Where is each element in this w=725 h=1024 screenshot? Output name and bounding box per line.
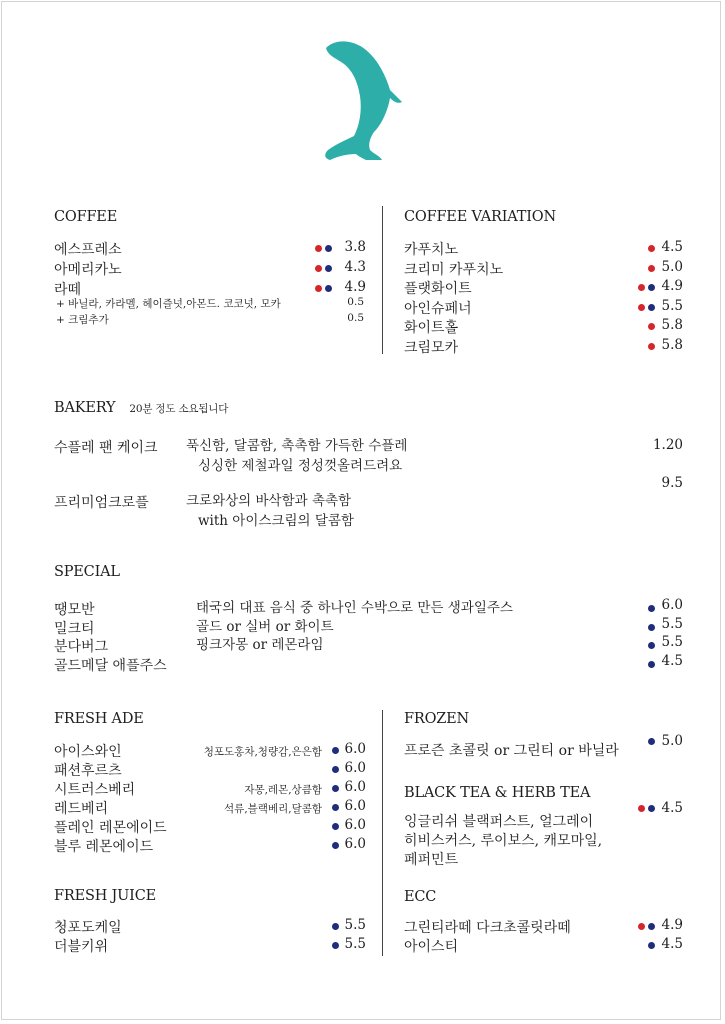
red-dot-icon bbox=[315, 285, 322, 292]
menu-item-name: 청포도케일 bbox=[54, 920, 122, 936]
item-price: 5.5 bbox=[661, 297, 683, 314]
menu-item-name: 골드메달 애플주스 bbox=[54, 657, 167, 674]
menu-item-name: 아이스와인 bbox=[54, 744, 122, 760]
menu-item-name: 화이트홀 bbox=[404, 320, 459, 336]
item-price: 5.8 bbox=[661, 317, 683, 333]
menu-item-note: 자몽,레몬,상큼함 bbox=[244, 784, 322, 796]
menu-item-name: 블루 레몬에이드 bbox=[54, 839, 154, 855]
section-title-ecc: ECC bbox=[404, 889, 437, 905]
column-divider bbox=[382, 710, 383, 956]
item-price: 1.20 bbox=[652, 437, 683, 453]
menu-item-name: 크림모카 bbox=[404, 339, 459, 356]
item-price: 6.0 bbox=[344, 836, 366, 852]
menu-item-desc: 핑크자몽 or 레몬라임 bbox=[196, 637, 324, 653]
column-divider bbox=[382, 206, 383, 354]
section-title-black-tea: BLACK TEA & HERB TEA bbox=[404, 785, 591, 801]
item-price: 5.5 bbox=[661, 615, 683, 632]
menu-item-name: 아메리카노 bbox=[54, 262, 122, 278]
item-price: 3.8 bbox=[344, 239, 366, 255]
menu-item-note: 석류,블랙베리,달콤함 bbox=[224, 803, 322, 815]
menu-item-desc: 태국의 대표 음식 중 하나인 수박으로 만든 생과일주스 bbox=[196, 600, 513, 616]
menu-item-name: 라떼 bbox=[54, 282, 82, 298]
whale-logo-icon bbox=[318, 36, 406, 162]
bakery-item-name: 수플레 팬 케이크 bbox=[54, 440, 158, 456]
menu-item-name: 카푸치노 bbox=[404, 242, 459, 258]
menu-item-name: 아이스티 bbox=[404, 939, 459, 955]
bakery-item-desc: 크로와상의 바삭함과 촉촉함 bbox=[186, 493, 352, 509]
menu-item-note: 청포도홍차,청량감,은은함 bbox=[203, 746, 322, 758]
menu-item-name: 에스프레소 bbox=[54, 242, 122, 258]
black-tea-line: 히비스커스, 루이보스, 캐모마일, bbox=[404, 833, 603, 849]
menu-item-name: 더블키위 bbox=[54, 939, 109, 955]
black-tea-line: 페퍼민트 bbox=[404, 852, 459, 868]
section-title-bakery bbox=[54, 400, 228, 416]
menu-item-name: 시트러스베리 bbox=[54, 782, 136, 798]
item-price: 5.5 bbox=[661, 634, 683, 650]
item-price: 4.3 bbox=[344, 259, 366, 275]
red-dot-icon bbox=[315, 265, 322, 272]
menu-item-name: 땡모반 bbox=[54, 602, 95, 618]
item-price: 6.0 bbox=[344, 817, 366, 833]
item-price: 5.5 bbox=[344, 936, 366, 952]
item-price: 4.9 bbox=[661, 278, 683, 294]
menu-item-name: 크리미 카푸치노 bbox=[404, 261, 504, 278]
item-price: 4.5 bbox=[661, 936, 683, 952]
item-price: 6.0 bbox=[344, 760, 366, 776]
frozen-desc: 프로즌 초콜릿 or 그린티 or 바닐라 bbox=[404, 743, 619, 759]
item-price: 6.0 bbox=[344, 779, 366, 795]
red-dot-icon bbox=[638, 284, 645, 291]
section-title-coffee: COFFEE bbox=[54, 209, 118, 225]
menu-item-name: 플레인 레몬에이드 bbox=[54, 820, 167, 836]
bakery-title: BAKERY bbox=[54, 400, 116, 416]
red-dot-icon bbox=[638, 304, 645, 311]
red-dot-icon bbox=[638, 805, 645, 812]
bakery-item-desc: 싱싱한 제철과일 정성껏올려드려요 bbox=[198, 458, 403, 474]
black-tea-line: 잉글리쉬 블랙퍼스트, 얼그레이 bbox=[404, 814, 594, 830]
menu-item-name: 레드베리 bbox=[54, 801, 109, 817]
section-title-coffee-variation: COFFEE VARIATION bbox=[404, 209, 556, 225]
menu-item-name: 그린티라떼 다크초콜릿라떼 bbox=[404, 920, 571, 936]
menu-item-name: 플랫화이트 bbox=[404, 281, 472, 297]
section-title-fresh-ade: FRESH ADE bbox=[54, 711, 144, 727]
bakery-item-desc: with 아이스크림의 달콤함 bbox=[198, 513, 354, 529]
item-price: 9.5 bbox=[661, 475, 683, 491]
bakery-item-name: 프리미엄크로플 bbox=[54, 495, 149, 511]
item-price: 6.0 bbox=[344, 741, 366, 757]
red-dot-icon bbox=[638, 923, 645, 930]
menu-item-name: 아인슈페너 bbox=[404, 300, 472, 317]
item-price: 5.0 bbox=[661, 258, 683, 275]
extra-option-price: 0.5 bbox=[347, 312, 364, 324]
extra-option-name: + 바닐라, 카라멜, 헤이즐넛,아몬드. 코코넛, 모카 bbox=[56, 298, 281, 310]
section-title-frozen: FROZEN bbox=[404, 711, 470, 727]
section-title-fresh-juice: FRESH JUICE bbox=[54, 888, 156, 904]
item-price: 5.5 bbox=[344, 917, 366, 933]
menu-item-name: 패션후르츠 bbox=[54, 763, 122, 779]
item-price: 4.9 bbox=[661, 917, 683, 933]
red-dot-icon bbox=[315, 245, 322, 252]
item-price: 5.0 bbox=[661, 733, 683, 749]
item-price: 4.5 bbox=[661, 800, 683, 816]
menu-item-name: 밀크티 bbox=[54, 620, 95, 637]
menu-item-desc: 골드 or 실버 or 화이트 bbox=[196, 618, 334, 635]
item-price: 4.5 bbox=[661, 652, 683, 669]
item-price: 5.8 bbox=[661, 336, 683, 353]
item-price: 6.0 bbox=[661, 597, 683, 613]
item-price: 4.9 bbox=[344, 279, 366, 295]
extra-option-price: 0.5 bbox=[347, 296, 364, 308]
extra-option-name: + 크림추가 bbox=[56, 314, 109, 326]
item-price: 4.5 bbox=[661, 239, 683, 255]
section-title-special: SPECIAL bbox=[54, 564, 120, 580]
menu-item-name: 분다버그 bbox=[54, 639, 109, 655]
item-price: 6.0 bbox=[344, 798, 366, 814]
bakery-note: 20분 정도 소요됩니다 bbox=[129, 403, 229, 415]
bakery-item-desc: 푹신함, 달콤함, 촉촉함 가득한 수플레 bbox=[186, 438, 408, 454]
